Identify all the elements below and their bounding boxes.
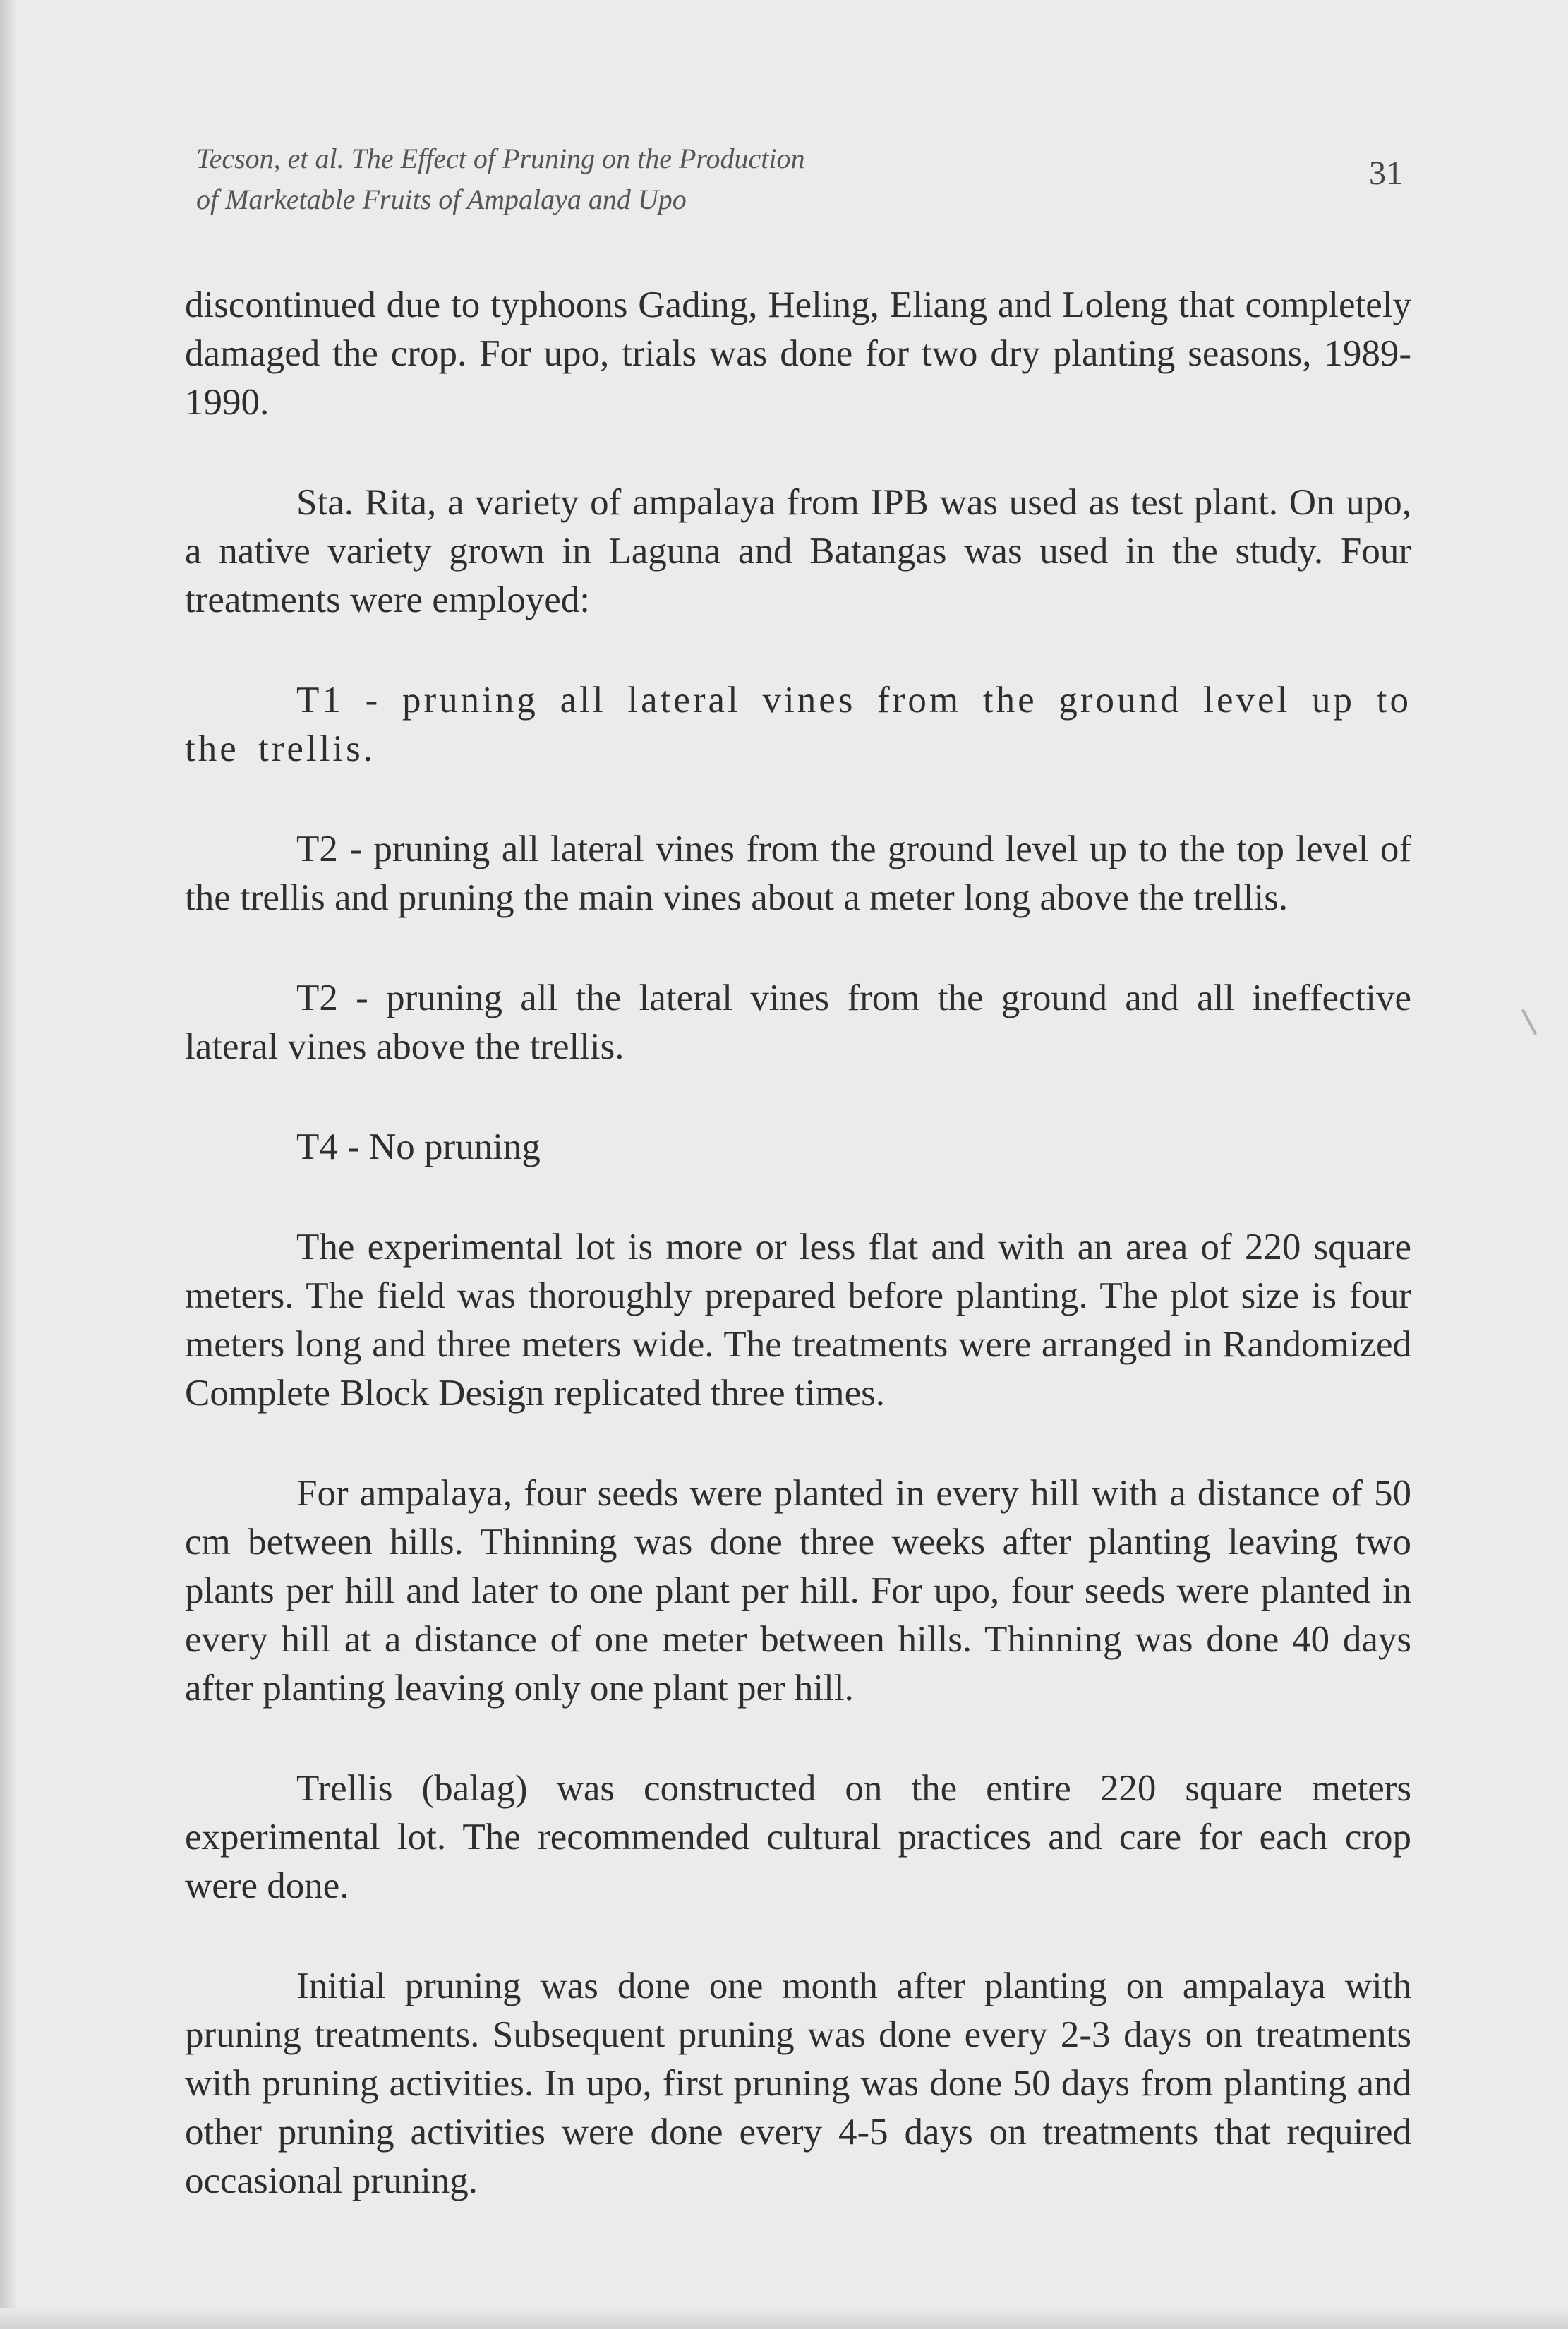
paragraph-trellis: Trellis (balag) was constructed on the entire 220 square meters experimental lot. The recommended cultural practices and care for each crop were done. (185, 1768, 1411, 1906)
body-text (185, 281, 1411, 2205)
paragraph-experimental-lot: The experimental lot is more or less flat and with an area of 220 square meters. The field was thoroughly prepared before planting. The plot size is four meters long and three meters wide. The treatments were arranged in Randomized Complete Block Design replicated three times. (185, 1227, 1411, 1414)
treatment-t4: T4 - No pruning (296, 1126, 541, 1167)
paragraph-test-plant: Sta. Rita, a variety of ampalaya from IPB was used as test plant. On upo, a native variety grown in Laguna and Batangas was used in the study. Four treatments were employed: (185, 482, 1411, 620)
treatment-t1: T1 - pruning all lateral vines from the ground level up to the trellis. (185, 680, 1411, 769)
treatment-t2: T2 - pruning all lateral vines from the ground level up to the top level of the trellis and pruning the main vines about a meter long above the trellis. (185, 829, 1411, 918)
running-head (196, 138, 1043, 220)
paragraph-planting: For ampalaya, four seeds were planted in every hill with a distance of 50 cm between hills. Thinning was done three weeks after planting leaving two plants per hill and later to one plant per hill. For upo, four seeds were planted in every hill at a distance of one meter between hills. Thinning was done 40 days after planting leaving only one plant per hill. (185, 1473, 1411, 1709)
scan-speck (1521, 1009, 1537, 1035)
page-number: 31 (1369, 155, 1403, 192)
running-head-line-1: Tecson, et al. The Effect of Pruning on the Production (196, 143, 805, 174)
paragraph-continued: discontinued due to typhoons Gading, Heling, Eliang and Loleng that completely damaged the crop. For upo, trials was done for two dry planting seasons, 1989-1990. (185, 284, 1411, 423)
running-head-line-2: of Marketable Fruits of Ampalaya and Upo (196, 183, 687, 215)
treatment-t3: T2 - pruning all the lateral vines from the ground and all ineffective lateral vines above the trellis. (185, 977, 1411, 1067)
paragraph-pruning: Initial pruning was done one month after planting on ampalaya with pruning treatments. Subsequent pruning was done every 2-3 days on treatments with pruning activities. In upo, first pruning was done 50 days from planting and other pruning activities were done every 4-5 days on treatments that required occasional pruning. (185, 1966, 1411, 2201)
